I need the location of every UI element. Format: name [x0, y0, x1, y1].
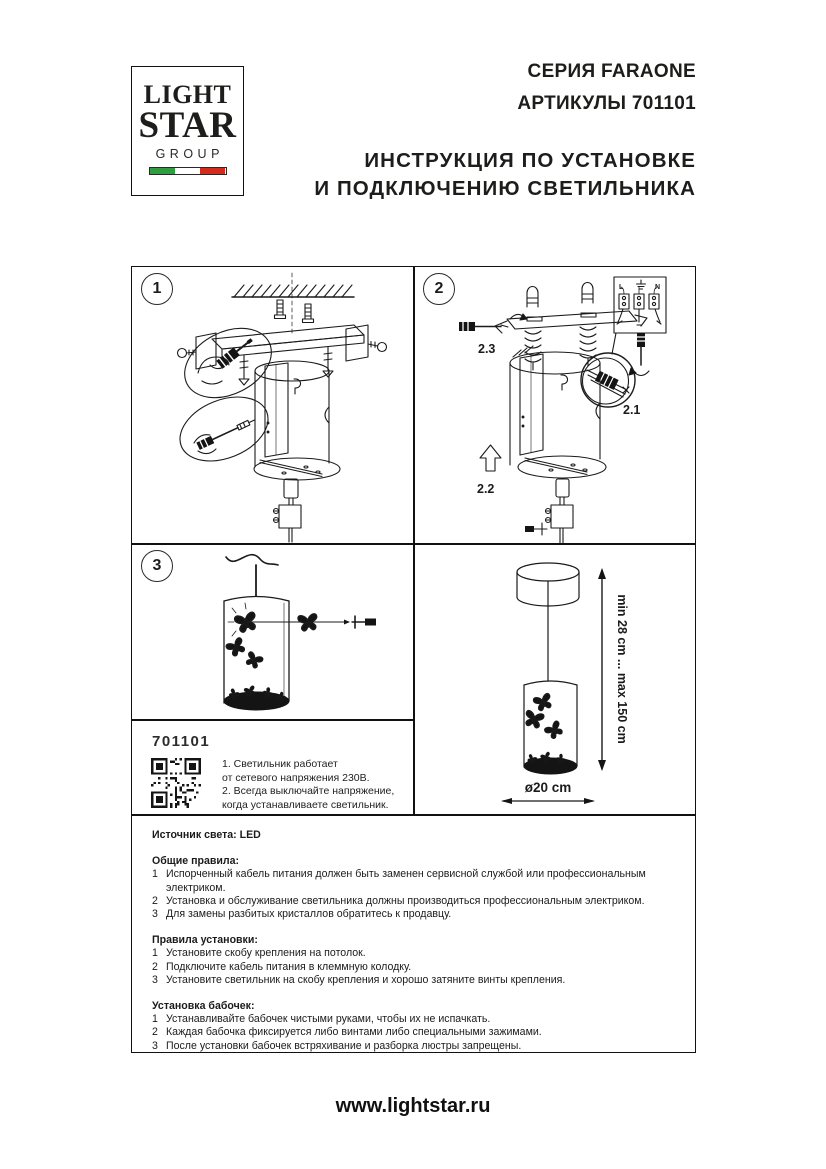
article-title: АРТИКУЛЫ 701101 — [517, 93, 696, 114]
label-2-3: 2.3 — [478, 342, 496, 356]
flag-white — [175, 168, 200, 174]
butterfly-icon — [244, 651, 264, 669]
butterfly-icon — [544, 720, 565, 740]
terminal-l-label: L — [619, 284, 624, 291]
list-item: 2 Установка и обслуживание светильника должны производиться профессиональным электриком. — [152, 894, 645, 907]
screw-icon — [352, 616, 376, 628]
magnifier-detail — [581, 353, 635, 407]
flag-green — [150, 168, 175, 174]
butterfly-mass — [224, 686, 290, 711]
cord-grip — [274, 479, 302, 542]
diameter-label: ø20 cm — [524, 780, 572, 795]
website-url: www.lightstar.ru — [335, 1095, 491, 1117]
step2-diagram — [415, 267, 697, 543]
specifications-text — [132, 816, 697, 1054]
label-2-2: 2.2 — [477, 482, 495, 496]
diameter-dimension — [501, 780, 595, 804]
logo-word-group: GROUP — [155, 147, 224, 162]
lamp-housing — [254, 361, 340, 480]
list-item: 3 После установки бабочек встряхивание и разборка люстры запрещены. — [152, 1039, 522, 1052]
logo-word-light: LIGHT — [143, 80, 232, 109]
list-item: 2 Подключите кабель питания в клеммную колодку. — [152, 960, 412, 973]
logo-word-star: STAR — [138, 105, 237, 146]
list-item: 2 Каждая бабочка фиксируется либо винтами либо специальными зажимами. — [152, 1026, 542, 1039]
light-source: Источник света: LED — [152, 829, 261, 841]
dimensions-diagram — [415, 545, 697, 814]
step3-diagram — [132, 545, 413, 719]
section-heading-general: Общие правила: — [152, 855, 240, 868]
terminal-n-label: N — [655, 284, 661, 291]
document-title: ИНСТРУКЦИЯ ПО УСТАНОВКЕ И ПОДКЛЮЧЕНИЮ СВЕТИЛЬНИКА — [314, 149, 696, 200]
earth-icon — [637, 280, 646, 289]
hand-drill-inset — [173, 314, 283, 411]
italy-flag-icon — [149, 167, 227, 175]
mounting-bracket — [178, 325, 387, 385]
list-item: 3 Для замены разбитых кристаллов обратитесь к продавцу. — [152, 908, 452, 921]
qr-code — [151, 758, 201, 808]
butterfly-attached — [228, 603, 258, 636]
butterfly-mass — [524, 752, 578, 775]
list-item: 1 Установите скобу крепления на потолок. — [152, 947, 366, 960]
flag-red — [200, 168, 225, 174]
safety-notes: 1. Светильник работает от сетевого напряжения 230В. 2. Всегда выключайте напряжение, когда устанавливаете светильник. — [222, 758, 395, 811]
step1-diagram — [132, 267, 413, 543]
header-titles — [314, 61, 696, 203]
lamp-housing — [510, 346, 606, 478]
step-2-badge: 2 — [423, 273, 455, 305]
section-heading-installation: Правила установки: — [152, 934, 258, 947]
list-item: 1 Устанавливайте бабочек чистыми руками, чтобы их не испачкать. — [152, 1013, 491, 1026]
label-2-1: 2.1 — [623, 403, 641, 417]
article-number: 701101 — [152, 733, 211, 750]
article-info-box — [132, 720, 413, 814]
diagram-grid — [131, 266, 696, 1053]
up-arrow-icon — [480, 445, 501, 471]
butterfly-icon — [533, 693, 554, 712]
list-item: 3 Установите светильник на скобу крепления и хорошо затяните винты крепления. — [152, 973, 566, 986]
height-dimension — [598, 568, 629, 771]
anchor-bolts — [275, 300, 314, 323]
series-title: СЕРИЯ FARAONE — [527, 61, 696, 82]
butterfly-icon — [523, 710, 544, 729]
lightstar-logo — [131, 66, 244, 196]
step-3-badge: 3 — [141, 550, 173, 582]
step-1-badge: 1 — [141, 273, 173, 305]
butterfly-icon — [225, 637, 247, 658]
screwdriver-small-icon — [629, 333, 649, 376]
ceiling-hatch — [232, 285, 354, 297]
fixing-line — [250, 613, 350, 631]
height-label: min 28 cm ... max 150 cm — [615, 594, 629, 744]
power-cord — [226, 555, 278, 565]
cord-grip — [525, 479, 573, 543]
list-item: 1 Испорченный кабель питания должен быть заменен сервисной службой или профессиональным электриком. — [152, 868, 646, 894]
section-heading-butterflies: Установка бабочек: — [152, 1000, 255, 1013]
